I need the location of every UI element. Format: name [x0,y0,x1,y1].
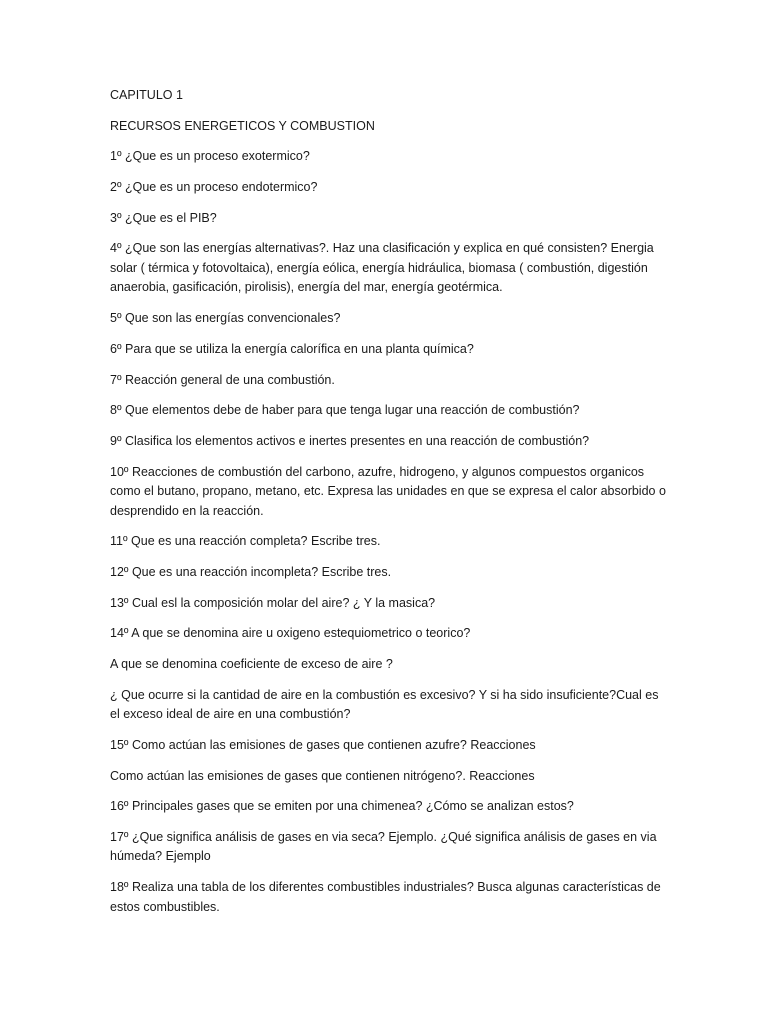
question-16: 16º Principales gases que se emiten por una chimenea? ¿Cómo se analizan estos? [110,799,574,814]
question-3: 3º ¿Que es el PIB? [110,210,217,225]
question-15-part-b: Como actúan las emisiones de gases que contienen nitrógeno?. Reacciones [110,768,535,783]
question-5: 5º Que son las energías convencionales? [110,311,341,326]
question-18: 18º Realiza una tabla de los diferentes combustibles industriales? Busca algunas características de estos combustibles. [110,880,661,914]
question-12: 12º Que es una reacción incompleta? Escribe tres. [110,564,392,579]
question-10: 10º Reacciones de combustión del carbono, azufre, hidrogeno, y algunos compuestos organicos como el butano, propano, metano, etc. Expresa las unidades en que se expresa el calor absorbido o desprendido en la reacción. [110,464,666,518]
question-14: 14º A que se denomina aire u oxigeno estequiometrico o teorico? [110,626,471,641]
question-13: 13º Cual esl la composición molar del aire? ¿ Y la masica? [110,595,436,610]
question-17: 17º ¿Que significa análisis de gases en via seca? Ejemplo. ¿Qué significa análisis de gases en via húmeda? Ejemplo [110,829,657,864]
question-11: 11º Que es una reacción completa? Escribe tres. [110,534,381,549]
question-9: 9º Clasifica los elementos activos e inertes presentes en una reacción de combustión? [110,433,590,448]
question-6: 6º Para que se utiliza la energía calorífica en una planta química? [110,341,474,356]
question-4: 4º ¿Que son las energías alternativas?. Haz una clasificación y explica en qué consisten? Energia solar ( térmica y fotovoltaica), energía eólica, energía hidráulica, biomasa ( combustión, digestión anaerobia, gasificación, pirolisis), energía del mar, energía geotérmica. [110,241,654,295]
question-14-part-c: ¿ Que ocurre si la cantidad de aire en la combustión es excesivo? Y si ha sido insuficiente?Cual es el exceso ideal de aire en una combustión? [110,687,659,722]
section-heading: RECURSOS ENERGETICOS Y COMBUSTION [110,118,375,133]
question-15: 15º Como actúan las emisiones de gases que contienen azufre? Reacciones [110,737,536,752]
question-7: 7º Reacción general de una combustión. [110,372,335,387]
document-body [110,86,670,928]
chapter-title: CAPITULO 1 [110,88,183,102]
question-14-part-b: A que se denomina coeficiente de exceso de aire ? [110,657,393,671]
question-2: 2º ¿Que es un proceso endotermico? [110,180,318,195]
question-1: 1º ¿Que es un proceso exotermico? [110,149,310,164]
question-8: 8º Que elementos debe de haber para que tenga lugar una reacción de combustión? [110,403,580,418]
